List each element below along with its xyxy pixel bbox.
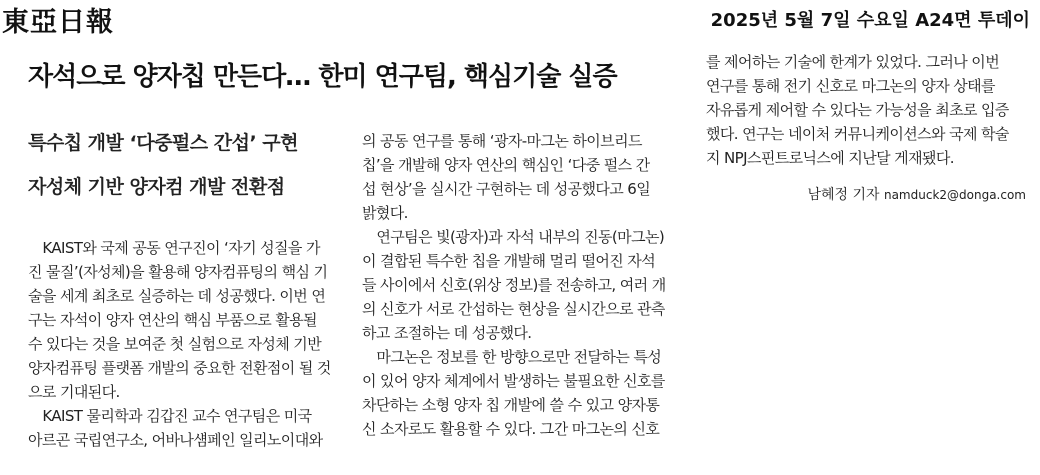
text-line: 술을 세계 최초로 실증하는 데 성공했다. 이번 연 [28, 287, 326, 305]
text-line: 밝혔다. [362, 204, 408, 222]
text-line: 자유롭게 제어할 수 있다는 가능성을 최초로 입증 [706, 101, 1009, 119]
text-line: 의 공동 연구를 통해 ‘광자-마그논 하이브리드 [362, 132, 642, 150]
text-line: 연구팀은 빛(광자)과 자석 내부의 진동(마그논) [362, 228, 665, 246]
text-line: 아르곤 국립연구소, 어바나섐페인 일리노이대와 [28, 431, 323, 449]
text-line: 진 물질’(자성체)을 활용해 양자컴퓨팅의 핵심 기 [28, 263, 328, 281]
text-line: 으로 기대된다. [28, 383, 120, 401]
article-subhead-2: 자성체 기반 양자컴 개발 전환점 [28, 176, 285, 198]
text-line: 를 제어하는 기술에 한계가 있었다. 그러나 이번 [706, 53, 1000, 71]
text-line: 연구를 통해 전기 신호로 마그논의 양자 상태를 [706, 77, 995, 95]
masthead [0, 0, 1040, 40]
text-line: 의 신호가 서로 간섭하는 현상을 실시간으로 관측 [362, 300, 665, 318]
text-line: 지 NPJ스핀트로닉스에 지난달 게재됐다. [706, 149, 954, 167]
text-line: 들 사이에서 신호(위상 정보)를 전송하고, 여러 개 [362, 276, 666, 294]
byline [807, 184, 1026, 204]
text-line: 차단하는 소형 양자 칩 개발에 쓸 수 있고 양자통 [362, 396, 660, 414]
text-line: 구는 자석이 양자 연산의 핵심 부품으로 활용될 [28, 311, 317, 329]
text-line: 했다. 연구는 네이처 커뮤니케이션스와 국제 학술 [706, 125, 1009, 143]
text-line: 양자컴퓨팅 플랫폼 개발의 중요한 전환점이 될 것 [28, 359, 331, 377]
text-line: 하고 조절하는 데 성공했다. [362, 324, 532, 342]
text-line: 마그논은 정보를 한 방향으로만 전달하는 특성 [362, 348, 662, 366]
text-line: 이 있어 양자 체계에서 발생하는 불필요한 신호를 [362, 372, 665, 390]
byline-email: namduck2@donga.com [883, 188, 1026, 202]
article-column-3 [706, 50, 1034, 170]
newspaper-logo: 東亞日報 [2, 7, 114, 38]
text-line: KAIST와 국제 공동 연구진이 ‘자기 성질을 가 [28, 239, 320, 257]
article-headline: 자석으로 양자칩 만든다… 한미 연구팀, 핵심기술 실증 [28, 62, 617, 92]
text-line: KAIST 물리학과 김갑진 교수 연구팀은 미국 [28, 407, 312, 425]
article-column-1 [28, 236, 348, 452]
text-line: 수 있다는 것을 보여준 첫 실험으로 자성체 기반 [28, 335, 322, 353]
text-line: 칩’을 개발해 양자 연산의 핵심인 ‘다중 펄스 간 [362, 156, 650, 174]
article-column-2 [362, 129, 694, 441]
article-subhead-1: 특수칩 개발 ‘다중펄스 간섭’ 구현 [28, 132, 298, 154]
byline-name: 남혜정 기자 [807, 187, 880, 203]
dateline: 2025년 5월 7일 수요일 A24면 투데이 [710, 10, 1030, 31]
text-line: 섭 현상’을 실시간 구현하는 데 성공했다고 6일 [362, 180, 651, 198]
text-line: 이 결합된 특수한 칩을 개발해 멀리 떨어진 자석 [362, 252, 656, 270]
text-line: 신 소자로도 활용할 수 있다. 그간 마그논의 신호 [362, 420, 660, 438]
